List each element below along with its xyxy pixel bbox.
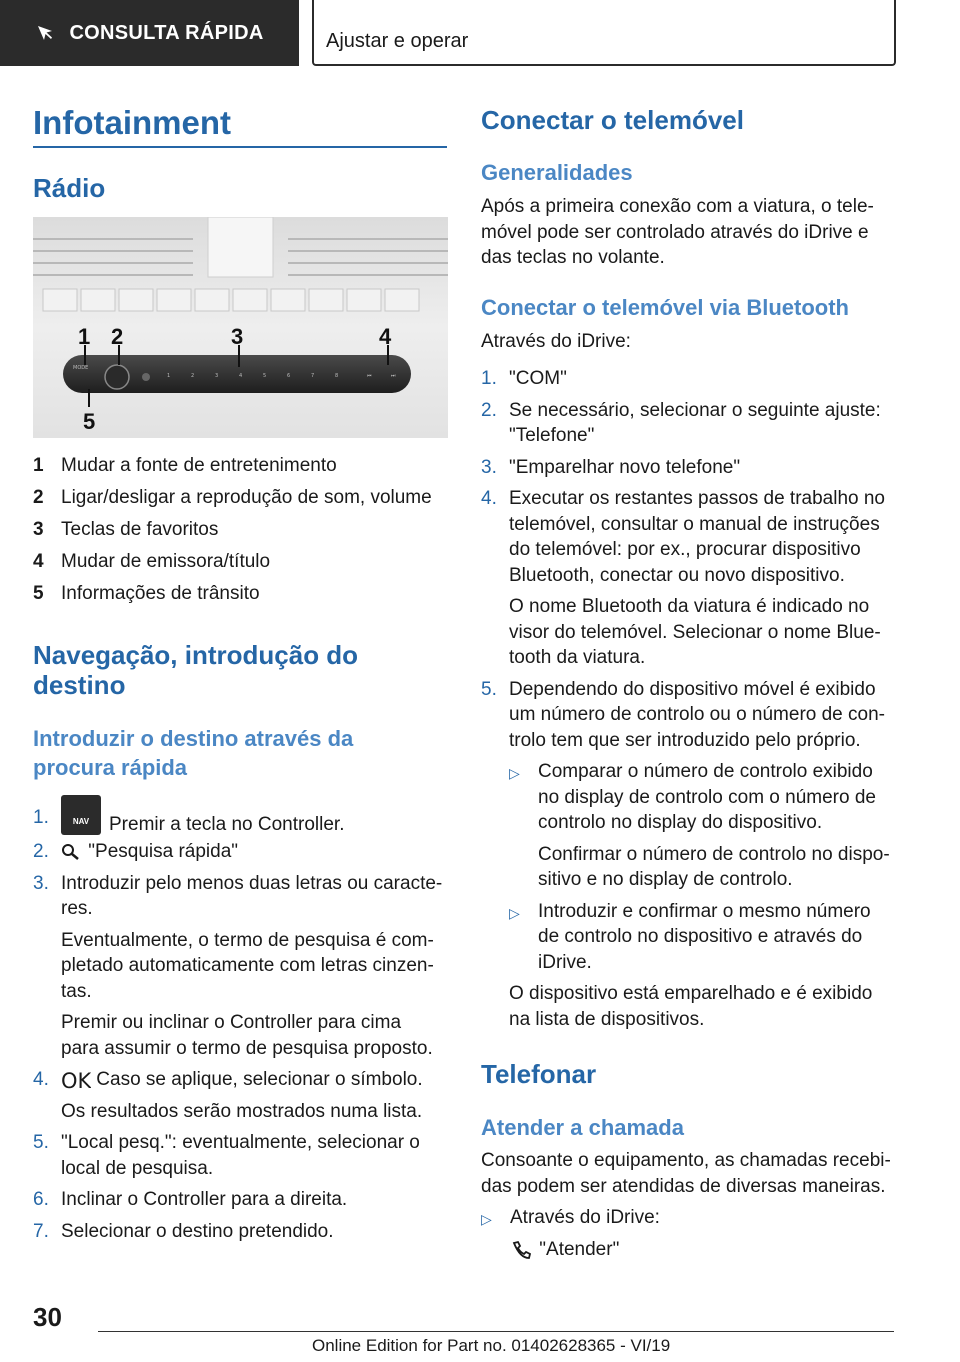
step-number: 3. (481, 456, 497, 478)
legend-text: Mudar a fonte de entretenimento (61, 455, 337, 476)
step-text: Selecionar o destino pretendido. (61, 1220, 334, 1242)
connect-phone-heading: Conectar o telemóvel (481, 105, 744, 135)
header-tab-consulta-rapida[interactable] (0, 0, 299, 66)
svg-text:3: 3 (215, 373, 219, 379)
legend-text: Informações de trânsito (61, 583, 260, 604)
step-item (33, 839, 443, 865)
step-text: "Local pesq.": eventualmente, selecionar o local de pesquisa. (61, 1132, 420, 1179)
sub-item (509, 899, 895, 982)
legend-num: 4 (33, 551, 44, 572)
header-section-label: Ajustar e operar (326, 30, 469, 52)
step-number: 5. (481, 678, 497, 700)
callout-1: 1 (78, 324, 91, 349)
step-number: 2. (33, 841, 49, 862)
step-number: 2. (481, 399, 497, 421)
step-item (481, 677, 895, 1039)
step-text: Premir a tecla no Controller. (109, 814, 345, 836)
svg-text:⏮: ⏮ (367, 373, 372, 379)
step-text: Dependendo do dispositivo móvel é exibido um número de controlo ou o número de con-trolo tem que ser introduzido pelo próprio. (509, 678, 885, 751)
bluetooth-intro: Através do iDrive: (481, 331, 631, 352)
step-item (33, 805, 443, 839)
page-number: 30 (33, 1302, 62, 1332)
nav-key-icon (61, 795, 101, 835)
answer-call-text: Consoante o equipamento, as chamadas recebi-das podem ser atendidas de diversas maneiras. (481, 1150, 891, 1197)
svg-text:7: 7 (311, 373, 315, 379)
nav-key-label: NAV (72, 817, 90, 826)
legend-item (33, 450, 448, 482)
step-number: 1. (481, 368, 497, 389)
legend-item (33, 482, 448, 514)
svg-text:5: 5 (263, 373, 267, 379)
legend-text: Teclas de favoritos (61, 519, 219, 540)
step-item (33, 871, 443, 1068)
svg-text:2: 2 (191, 373, 195, 379)
step-continuation: Eventualmente, o termo de pesquisa é com-pletado automaticamente com letras cinzen-tas. (61, 929, 434, 1002)
legend-item (33, 546, 448, 578)
triangle-bullet-icon: ▷ (509, 765, 520, 781)
legend-num: 2 (33, 487, 44, 508)
callout-4: 4 (379, 324, 392, 349)
step-text: "Emparelhar novo telefone" (509, 456, 741, 478)
search-icon (61, 843, 83, 861)
radio-legend (33, 450, 448, 610)
radio-heading: Rádio (33, 173, 106, 203)
answer-item-text: Através do iDrive: (510, 1207, 660, 1228)
step-item (481, 486, 895, 677)
legend-num: 1 (33, 455, 44, 476)
step-item (481, 398, 895, 455)
step-text: "Pesquisa rápida" (88, 841, 239, 862)
svg-text:6: 6 (287, 373, 291, 379)
page-title: Infotainment (33, 104, 231, 141)
sub-item (509, 759, 895, 899)
svg-text:OK: OK (61, 1068, 91, 1091)
step-number: 7. (33, 1220, 49, 1242)
step-continuation: Premir ou inclinar o Controller para cima para assumir o termo de pesquisa proposto. (61, 1012, 433, 1059)
navigation-heading-line2: destino (33, 670, 126, 700)
triangle-bullet-icon: ▷ (481, 1211, 492, 1227)
navigation-heading (33, 640, 358, 700)
step-text: Introduzir pelo menos duas letras ou caracte-res. (61, 872, 443, 919)
step-number: 1. (33, 807, 49, 828)
navigation-heading-line1: Navegação, introdução do (33, 640, 359, 670)
legend-text: Ligar/desligar a reprodução de som, volume (61, 487, 432, 508)
step-item (481, 455, 895, 487)
footer-edition: Online Edition for Part no. 01402628365 - VI/19 (312, 1336, 671, 1355)
general-text: Após a primeira conexão com a viatura, o tele-móvel pode ser controlado através do iDrive e das teclas no volante. (481, 196, 874, 268)
legend-item (33, 514, 448, 546)
bluetooth-heading: Conectar o telemóvel via Bluetooth (481, 295, 849, 320)
step-continuation: Os resultados serão mostrados numa lista. (61, 1100, 423, 1122)
answer-sub-item (510, 1237, 619, 1263)
answer-item (481, 1205, 893, 1233)
quick-search-heading (33, 724, 353, 782)
step-text: Se necessário, selecionar o seguinte ajuste: "Telefone" (509, 399, 881, 446)
svg-text:4: 4 (239, 373, 243, 379)
legend-num: 3 (33, 519, 44, 540)
footer-divider (98, 1331, 894, 1332)
step-item (33, 1067, 443, 1130)
quick-search-heading-line1: Introduzir o destino através da (33, 726, 354, 751)
bluetooth-result: O dispositivo está emparelhado e é exibido na lista de dispositivos. (509, 983, 873, 1030)
step-number: 6. (33, 1189, 49, 1210)
bluetooth-steps (481, 366, 895, 1038)
header-tab-label: CONSULTA RÁPIDA (69, 21, 264, 44)
legend-item (33, 578, 448, 610)
quick-search-heading-line2: procura rápida (33, 755, 188, 780)
arrow-pointer-icon (35, 23, 55, 43)
step-text: Caso se aplique, selecionar o símbolo. (96, 1069, 423, 1090)
step-item (33, 1219, 443, 1251)
telefonar-heading: Telefonar (481, 1059, 597, 1089)
svg-text:8: 8 (335, 373, 339, 379)
ok-icon (61, 1069, 91, 1091)
callout-5: 5 (83, 409, 96, 434)
svg-text:1: 1 (167, 373, 171, 379)
step-text: "COM" (509, 368, 567, 389)
legend-text: Mudar de emissora/título (61, 551, 271, 572)
sub-item-text: Introduzir e confirmar o mesmo número de controlo no dispositivo e através do iDrive. (538, 900, 871, 973)
answer-call-heading: Atender a chamada (481, 1115, 684, 1140)
step-number: 5. (33, 1132, 49, 1153)
step-item (33, 1187, 443, 1219)
step-text: Inclinar o Controller para a direita. (61, 1189, 348, 1210)
step-number: 3. (33, 872, 49, 894)
step-item (481, 366, 895, 398)
general-heading: Generalidades (481, 160, 633, 185)
radio-panel-image (33, 217, 448, 438)
destination-steps (33, 805, 443, 1250)
callout-3: 3 (231, 324, 244, 349)
callout-2: 2 (111, 324, 124, 349)
step-item (33, 1130, 443, 1187)
sub-item-continuation: Confirmar o número de controlo no dispo-sitivo e no display de controlo. (538, 843, 890, 890)
step-text: Executar os restantes passos de trabalho no telemóvel, consultar o manual de instruções do telemóvel: por ex., procurar dispositivo Bluetooth, conectar ou novo dispositivo. (509, 488, 886, 586)
step-number: 4. (481, 488, 497, 509)
legend-num: 5 (33, 583, 44, 604)
step-number: 4. (33, 1069, 49, 1090)
answer-sub-text: "Atender" (539, 1239, 620, 1260)
title-divider (33, 146, 447, 148)
svg-text:MODE: MODE (73, 365, 89, 371)
step-continuation: O nome Bluetooth da viatura é indicado no visor do telemóvel. Selecionar o nome Blue-tooth da viatura. (509, 596, 881, 668)
sub-item-text: Comparar o número de controlo exibido no display de controlo com o número de controlo no display do dispositivo. (538, 761, 876, 833)
phone-handset-icon (510, 1240, 534, 1260)
svg-text:⏭: ⏭ (391, 373, 396, 379)
triangle-bullet-icon: ▷ (509, 904, 520, 921)
